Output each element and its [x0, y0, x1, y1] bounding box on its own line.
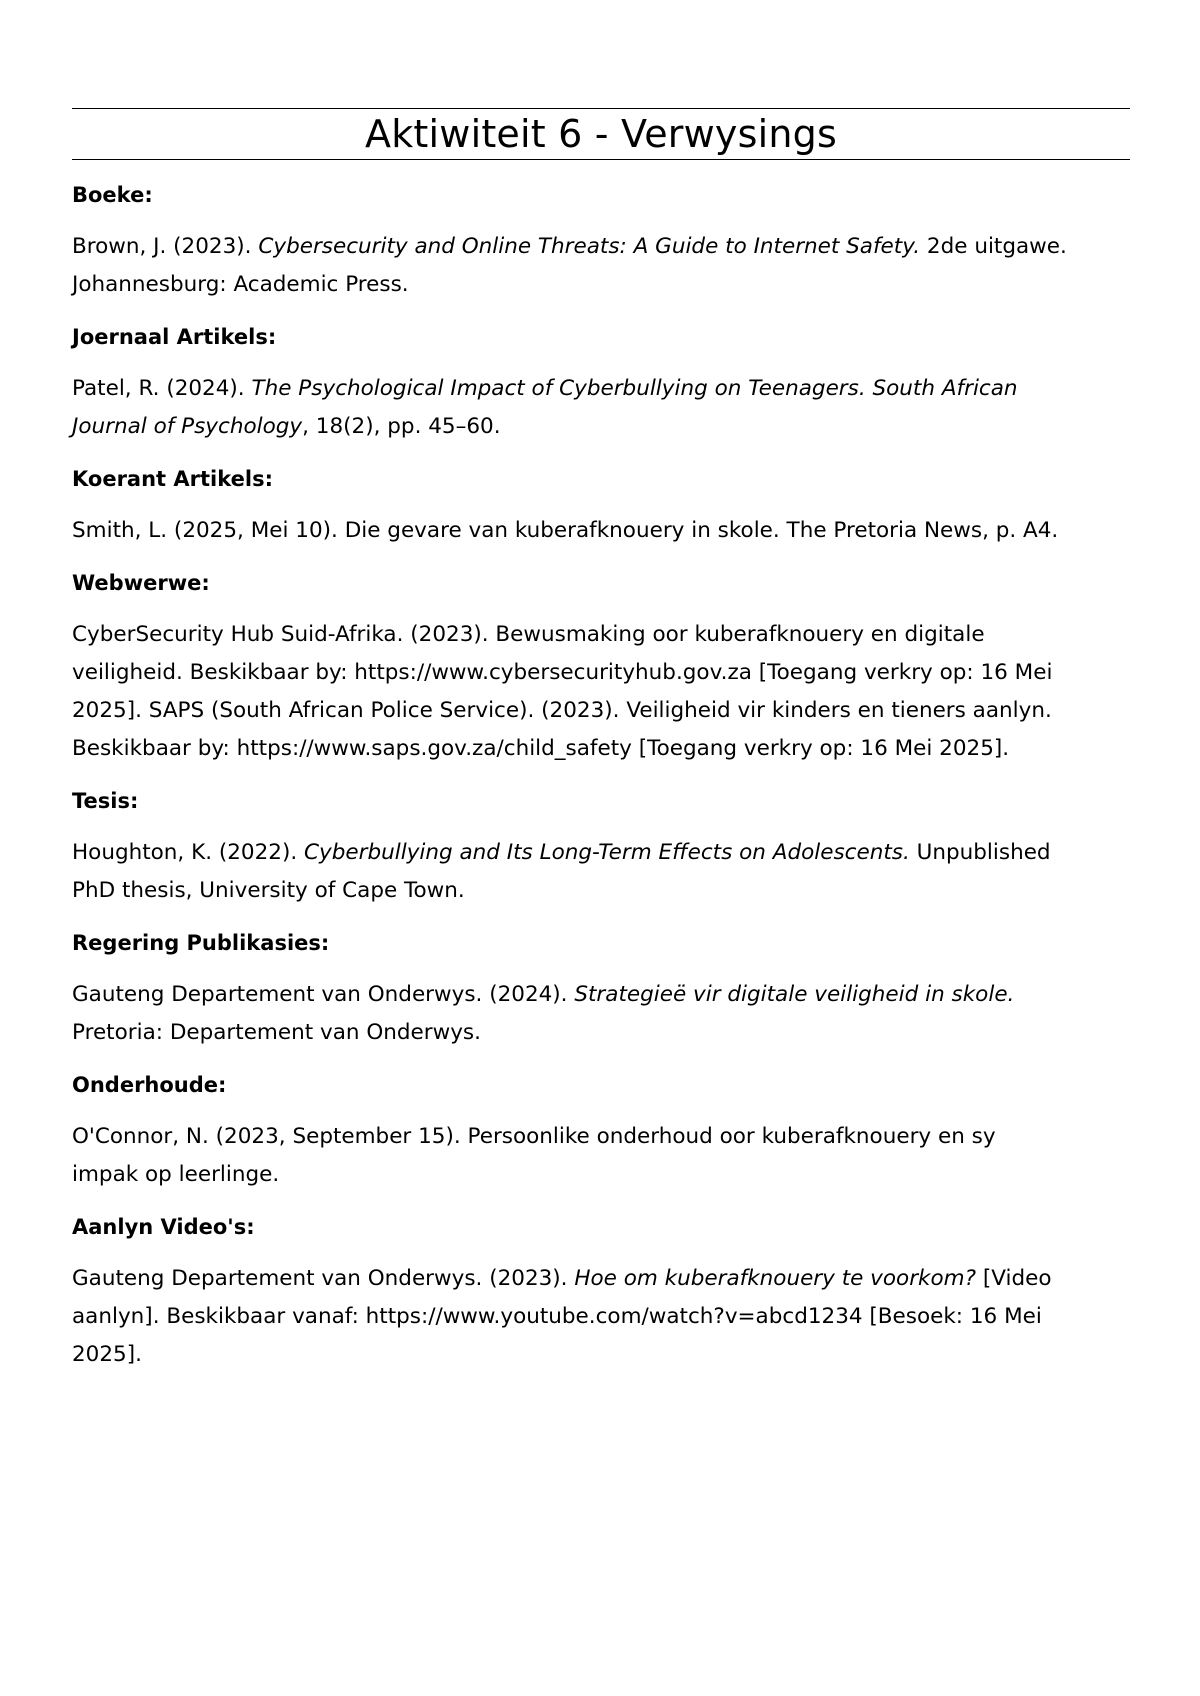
reference-text: aanlyn]. Beskikbaar vanaf: https://www.youtube.com/watch?v=abcd1234 [Besoek: 16 Mei — [72, 1304, 1042, 1329]
section-heading: Tesis: — [72, 789, 139, 813]
reference-text: Pretoria: Departement van Onderwys. — [72, 1020, 481, 1045]
reference-entry — [72, 228, 1130, 304]
reference-text: CyberSecurity Hub Suid-Afrika. (2023). Bewusmaking oor kuberafknouery en digitale — [72, 622, 985, 647]
reference-text: impak op leerlinge. — [72, 1162, 280, 1187]
section-heading: Aanlyn Video's: — [72, 1215, 255, 1239]
reference-line — [72, 228, 1130, 266]
reference-text: , 18(2), pp. 45–60. — [302, 414, 501, 439]
reference-entry — [72, 976, 1130, 1052]
reference-list — [72, 176, 1130, 1374]
reference-title-italic: Cyberbullying and Its Long-Term Effects on Adolescents. — [304, 840, 910, 865]
reference-title-italic: The Psychological Impact of Cyberbullying on Teenagers. South African — [251, 376, 1018, 401]
section-heading: Boeke: — [72, 183, 153, 207]
reference-line — [72, 1156, 1130, 1194]
document-title: Aktiwiteit 6 - Verwysings — [365, 112, 837, 156]
reference-line — [72, 1118, 1130, 1156]
section-heading: Webwerwe: — [72, 571, 210, 595]
section-heading: Onderhoude: — [72, 1073, 227, 1097]
reference-text: Brown, J. (2023). — [72, 234, 259, 259]
reference-line — [72, 976, 1130, 1014]
section-heading: Koerant Artikels: — [72, 467, 273, 491]
reference-line — [72, 1336, 1130, 1374]
reference-line — [72, 266, 1130, 304]
section-heading: Joernaal Artikels: — [72, 325, 277, 349]
reference-line — [72, 616, 1130, 654]
reference-line — [72, 872, 1130, 910]
reference-entry — [72, 370, 1130, 446]
reference-entry — [72, 834, 1130, 910]
reference-title-italic: Hoe om kuberafknouery te voorkom? — [574, 1266, 977, 1291]
reference-text: O'Connor, N. (2023, September 15). Persoonlike onderhoud oor kuberafknouery en sy — [72, 1124, 996, 1149]
reference-line — [72, 654, 1130, 692]
reference-text: Beskikbaar by: https://www.saps.gov.za/child_safety [Toegang verkry op: 16 Mei 2025]. — [72, 736, 1010, 761]
reference-line — [72, 730, 1130, 768]
reference-entry — [72, 1260, 1130, 1374]
reference-entry — [72, 512, 1130, 550]
reference-entry — [72, 616, 1130, 768]
reference-text: [Video — [976, 1266, 1052, 1291]
reference-line — [72, 1298, 1130, 1336]
reference-line — [72, 1014, 1130, 1052]
document-page — [72, 108, 1130, 1388]
reference-title-italic: Strategieë vir digitale veiligheid in skole. — [574, 982, 1015, 1007]
reference-text: 2025]. SAPS (South African Police Service). (2023). Veiligheid vir kinders en tieners aanlyn. — [72, 698, 1052, 723]
reference-text: Gauteng Departement van Onderwys. (2023). — [72, 1266, 575, 1291]
reference-text: 2025]. — [72, 1342, 142, 1367]
reference-line — [72, 408, 1130, 446]
reference-line — [72, 1260, 1130, 1298]
section-heading: Regering Publikasies: — [72, 931, 330, 955]
reference-text: Smith, L. (2025, Mei 10). Die gevare van kuberafknouery in skole. The Pretoria News, p. A4. — [72, 518, 1059, 543]
reference-line — [72, 834, 1130, 872]
reference-title-italic: Journal of Psychology — [72, 414, 303, 439]
title-block — [72, 108, 1130, 160]
reference-text: Unpublished — [909, 840, 1051, 865]
reference-line — [72, 512, 1130, 550]
reference-text: Johannesburg: Academic Press. — [72, 272, 409, 297]
reference-text: 2de uitgawe. — [920, 234, 1067, 259]
reference-text: veiligheid. Beskikbaar by: https://www.cybersecurityhub.gov.za [Toegang verkry op: 16 Mei — [72, 660, 1053, 685]
reference-title-italic: Cybersecurity and Online Threats: A Guide to Internet Safety. — [258, 234, 921, 259]
reference-line — [72, 370, 1130, 408]
reference-text: Gauteng Departement van Onderwys. (2024). — [72, 982, 575, 1007]
reference-line — [72, 692, 1130, 730]
reference-text: Patel, R. (2024). — [72, 376, 252, 401]
reference-text: Houghton, K. (2022). — [72, 840, 305, 865]
reference-text: PhD thesis, University of Cape Town. — [72, 878, 465, 903]
reference-entry — [72, 1118, 1130, 1194]
